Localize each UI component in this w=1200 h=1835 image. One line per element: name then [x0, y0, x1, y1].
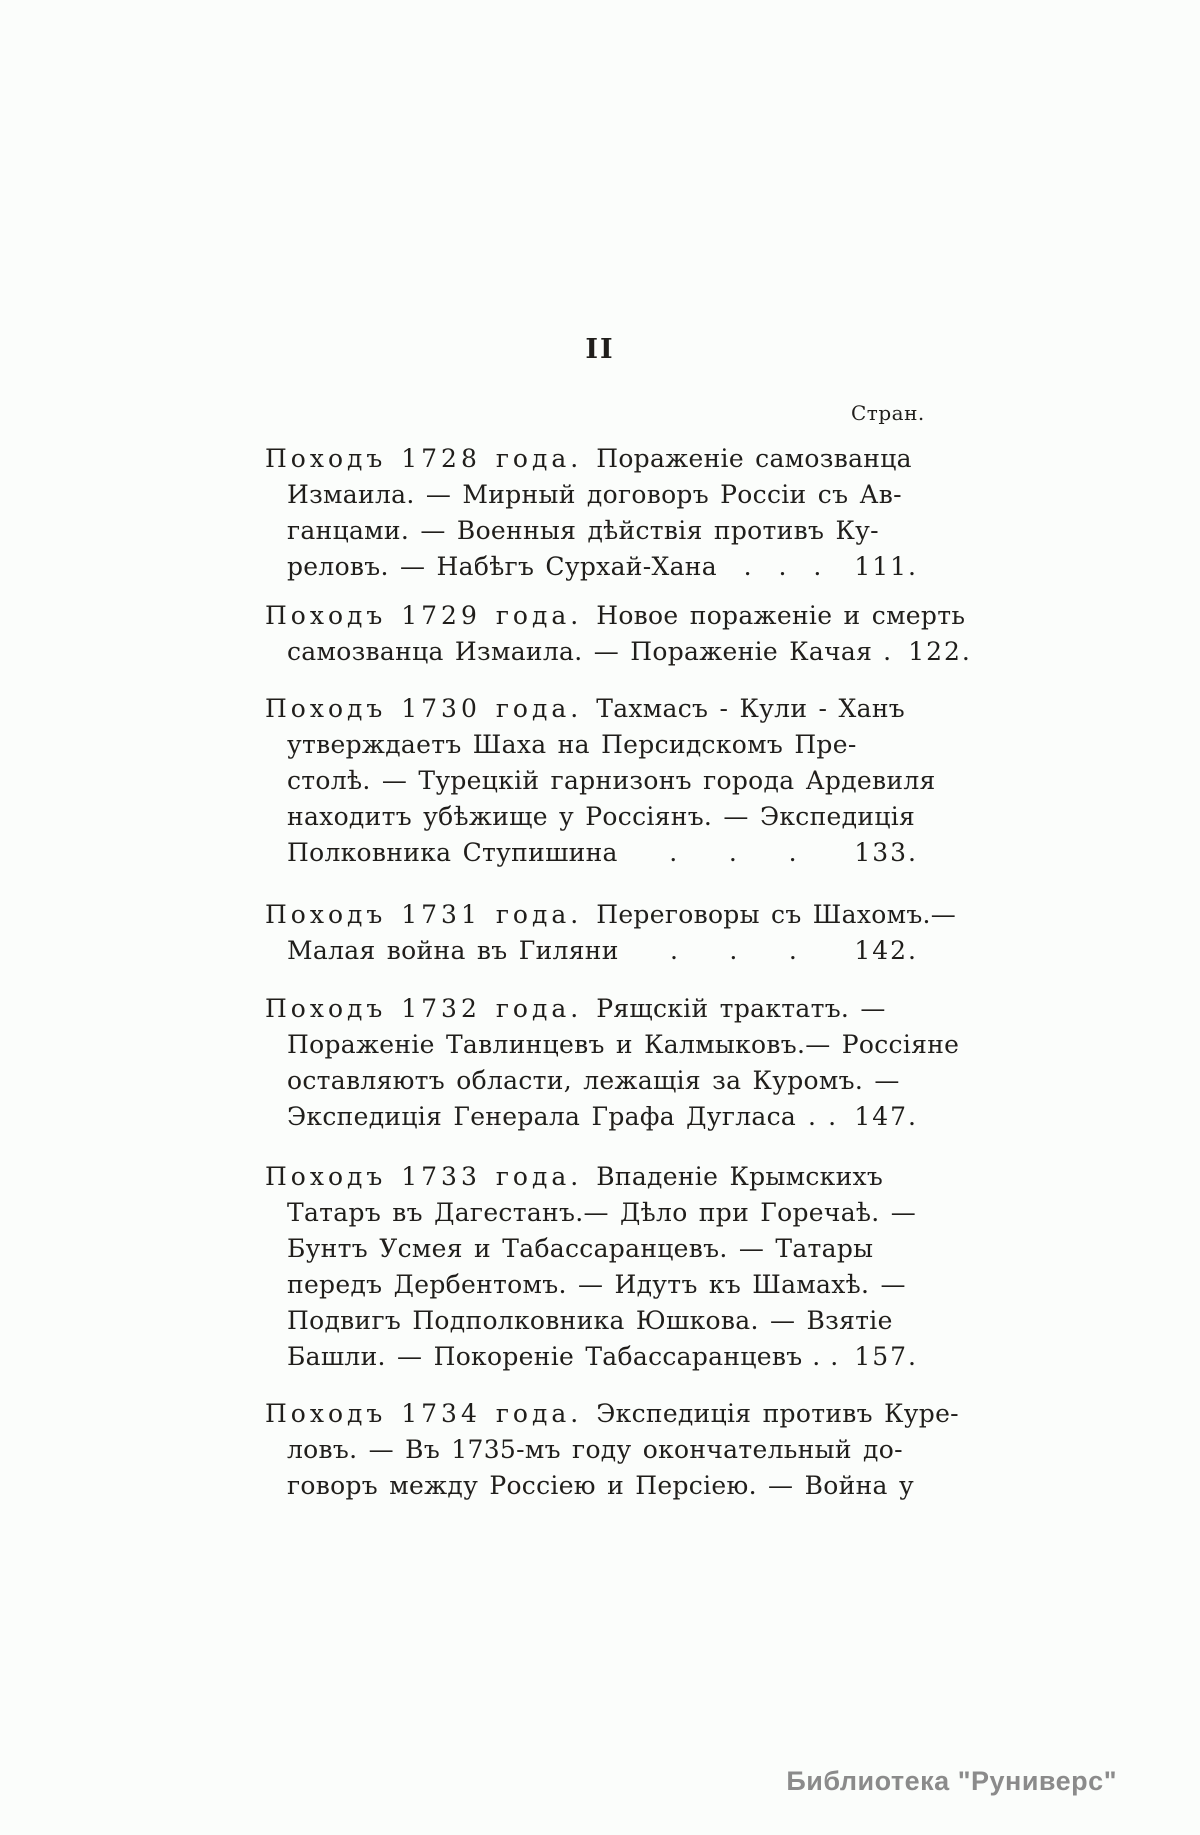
leader-dot: .: [830, 1342, 839, 1371]
entry-line: ганцами. — Военныя дѣйствія противъ Ку-: [287, 516, 879, 545]
entry-heading: Походъ 1733 года.: [265, 1162, 583, 1191]
entry-line: [265, 933, 918, 969]
entry-line-text: Малая война въ Гиляни: [287, 936, 619, 965]
toc-entry: [265, 441, 918, 585]
page-ref: 122.: [908, 637, 972, 666]
leader-dot: .: [743, 552, 752, 581]
leader-dot: .: [669, 838, 678, 867]
leader-dot: .: [883, 637, 892, 666]
toc-entry: [265, 691, 936, 871]
entry-line: [265, 549, 918, 585]
entry-line: передъ Дербентомъ. — Идутъ къ Шамахѣ. —: [287, 1270, 906, 1299]
toc-entry: [265, 598, 972, 670]
dot-leader: [619, 933, 849, 969]
entry-line-text: самозванца Измаила. — Пораженіе Качая: [287, 637, 873, 666]
entry-line: [265, 691, 918, 727]
entry-heading-rest: Экспедиція противъ Куре-: [596, 1399, 959, 1428]
entry-line: [265, 897, 957, 933]
entry-heading-rest: Пораженіе самозванца: [596, 444, 912, 473]
dot-leader: [802, 1339, 848, 1375]
leader-dot: .: [788, 936, 798, 965]
page-number: II: [585, 334, 615, 365]
entry-line: [265, 1159, 918, 1195]
entry-heading-rest: Впаденіе Крымскихъ: [596, 1162, 884, 1191]
entry-heading: Походъ 1728 года.: [265, 444, 583, 473]
dot-leader: [796, 1099, 848, 1135]
entry-heading: Походъ 1734 года.: [265, 1399, 583, 1428]
entry-line: [265, 991, 918, 1027]
toc-entry: [265, 897, 957, 969]
entry-heading-rest: Переговоры съ Шахомъ.—: [596, 900, 957, 929]
entry-heading: Походъ 1729 года.: [265, 601, 583, 630]
entry-heading-rest: Рящскій трактатъ. —: [596, 994, 886, 1023]
entry-line: [265, 634, 972, 670]
entry-heading-rest: Новое пораженіе и смерть: [596, 601, 966, 630]
entry-heading-rest: Тахмасъ - Кули - Ханъ: [596, 694, 906, 723]
dot-leader: [618, 835, 849, 871]
leader-dot: .: [828, 1102, 837, 1131]
page-ref: 142.: [854, 936, 918, 965]
leader-dot: .: [778, 552, 787, 581]
entry-line: находитъ убѣжище у Россіянъ. — Экспедиція: [287, 802, 916, 831]
entry-line: [265, 835, 918, 871]
leader-dot: .: [669, 936, 679, 965]
leader-dot: .: [808, 1102, 817, 1131]
entry-line: говоръ между Россіею и Персіею. — Война у: [287, 1471, 915, 1500]
toc-entry: [265, 1159, 918, 1375]
entry-line-text: Полковника Ступишина: [287, 838, 618, 867]
leader-dot: .: [812, 1342, 821, 1371]
entry-line-text: Экспедиція Генерала Графа Дугласа: [287, 1102, 797, 1131]
entry-heading: Походъ 1730 года.: [265, 694, 583, 723]
entry-line: оставляютъ области, лежащія за Куромъ. —: [287, 1066, 900, 1095]
page-ref: 133.: [854, 838, 918, 867]
entry-line: ловъ. — Въ 1735-мъ году окончательный до-: [287, 1435, 903, 1464]
entry-line: Татаръ въ Дагестанъ.— Дѣло при Горечаѣ. —: [287, 1198, 917, 1227]
entry-line: Пораженіе Тавлинцевъ и Калмыковъ.— Россіяне: [287, 1030, 960, 1059]
page-column-header: Стран.: [851, 401, 925, 425]
library-watermark: Библиотека "Руниверс": [786, 1766, 1117, 1796]
entry-line: [265, 1396, 959, 1432]
leader-dot: .: [813, 552, 822, 581]
dot-leader: [717, 549, 848, 585]
page-ref: 147.: [854, 1102, 918, 1131]
toc-entry: [265, 991, 960, 1135]
entry-line-text: реловъ. — Набѣгъ Сурхай-Хана: [287, 552, 717, 581]
toc-entry: [265, 1396, 959, 1504]
entry-line: столѣ. — Турецкій гарнизонъ города Ардевиля: [287, 766, 936, 795]
entry-line: [265, 598, 966, 634]
leader-dot: .: [728, 838, 738, 867]
page-ref: 157.: [854, 1342, 918, 1371]
entry-line: [265, 1099, 918, 1135]
entry-heading: Походъ 1732 года.: [265, 994, 583, 1023]
entry-line: Подвигъ Подполковника Юшкова. — Взятіе: [287, 1306, 893, 1335]
page-ref: 111.: [854, 552, 918, 581]
entry-line: [265, 1339, 918, 1375]
entry-line-text: Башли. — Покореніе Табассаранцевъ: [287, 1342, 803, 1371]
entry-line: Измаила. — Мирный договоръ Россіи съ Ав-: [287, 480, 902, 509]
entry-heading: Походъ 1731 года.: [265, 900, 583, 929]
entry-line: Бунтъ Усмея и Табассаранцевъ. — Татары: [287, 1234, 874, 1263]
leader-dot: .: [729, 936, 738, 965]
entry-line: утверждаетъ Шаха на Персидскомъ Пре-: [287, 730, 857, 759]
leader-dot: .: [788, 838, 797, 867]
dot-leader: [872, 634, 902, 670]
entry-line: [265, 441, 918, 477]
